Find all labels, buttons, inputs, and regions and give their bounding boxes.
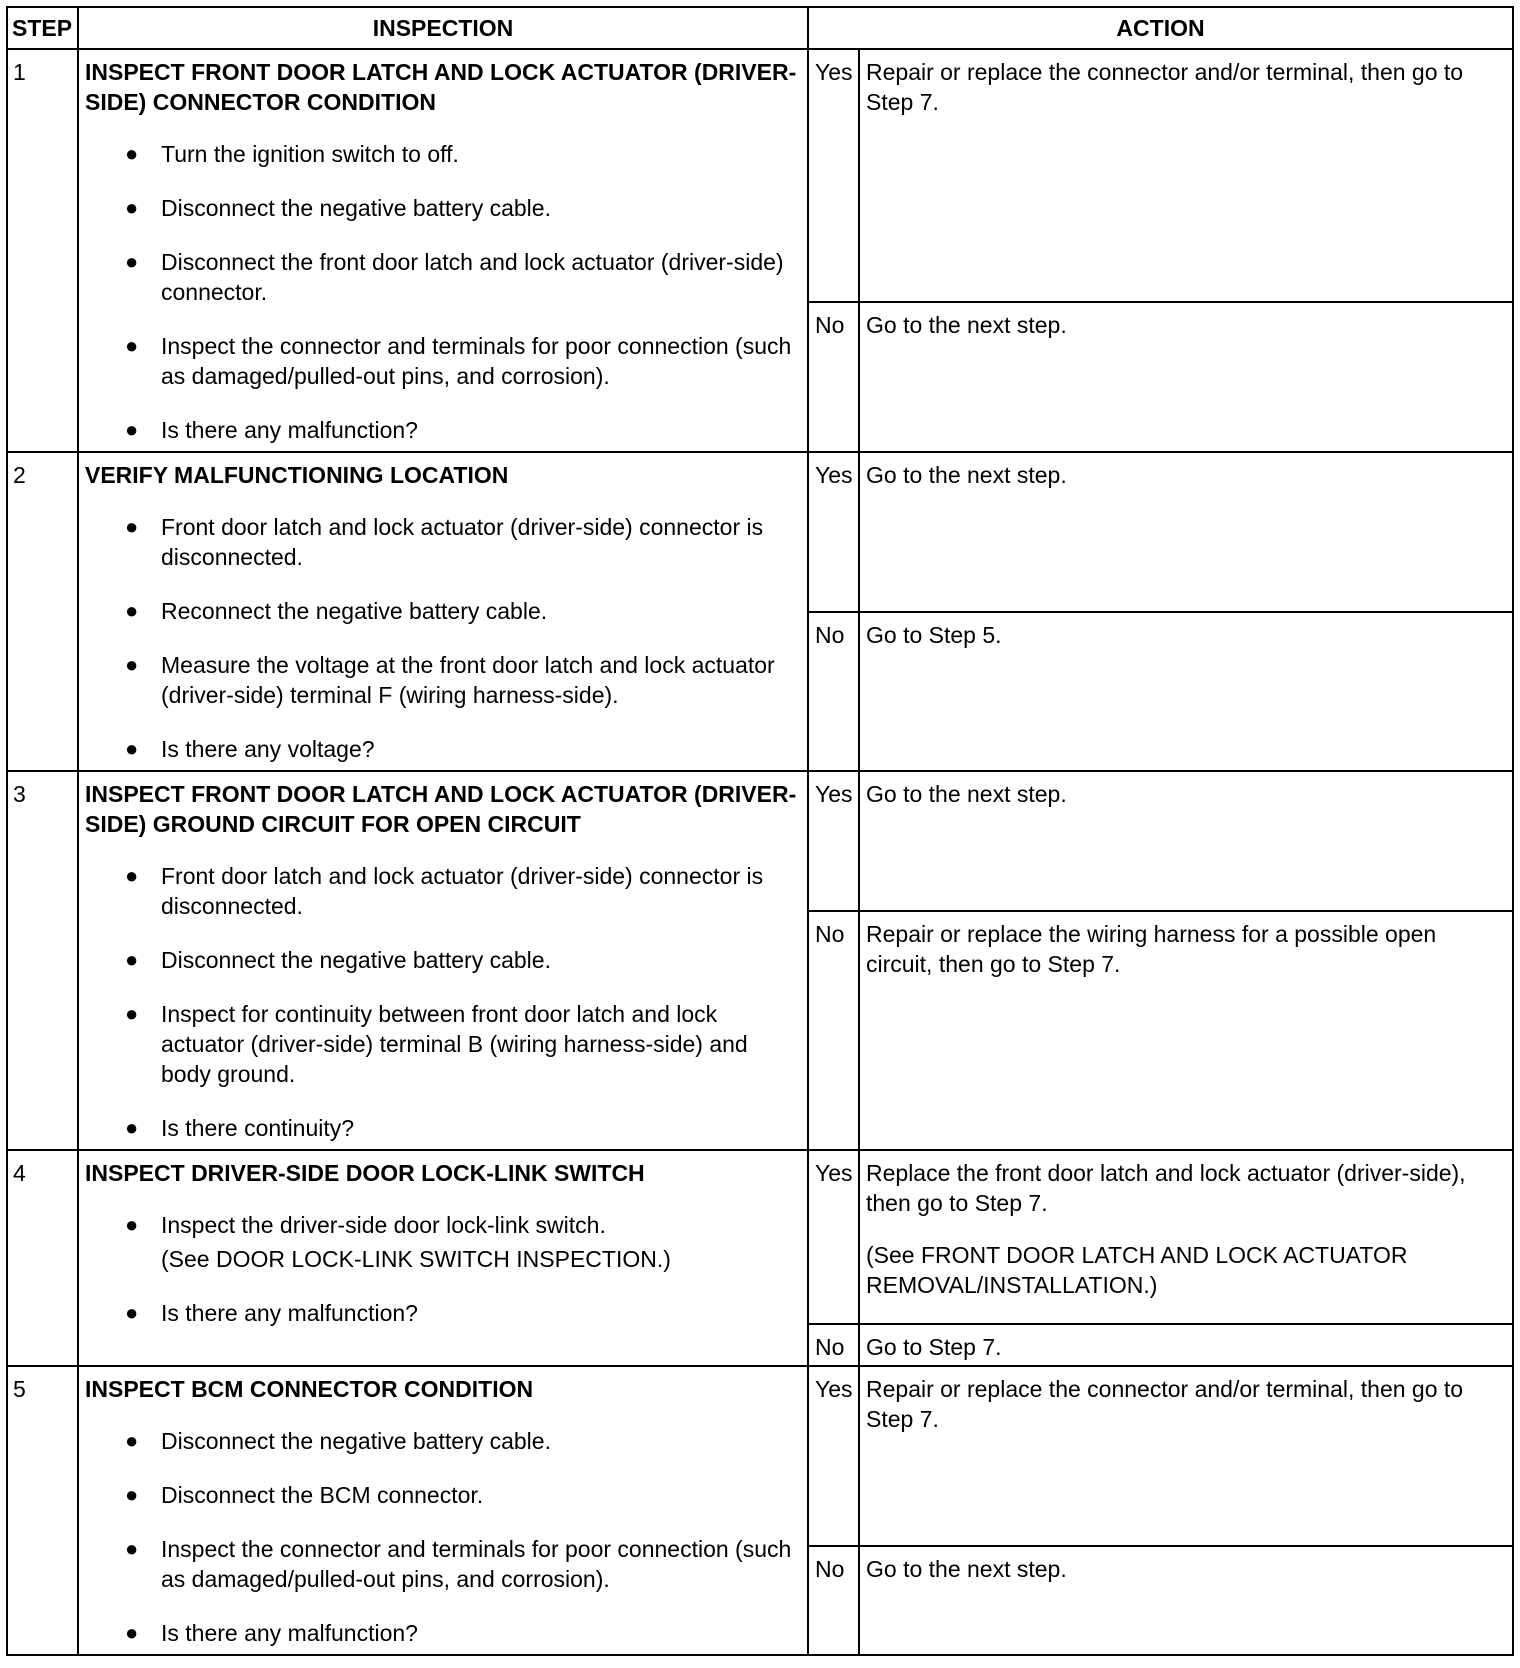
step-number: 3: [7, 771, 78, 1150]
no-action: [859, 1546, 1513, 1655]
inspection-cell: [78, 771, 808, 1150]
inspection-item: ● Turn the ignition switch to off.: [125, 139, 801, 169]
inspection-list: [85, 861, 801, 1143]
inspection-item: ● Inspect the connector and terminals for poor connection (such as damaged/pulled-out pins, and corrosion).: [125, 1534, 801, 1594]
step-number: 2: [7, 452, 78, 771]
inspection-list: [85, 1298, 801, 1328]
no-action: [859, 302, 1513, 452]
inspection-item: ● Disconnect the front door latch and lock actuator (driver-side) connector.: [125, 247, 801, 307]
no-action: [859, 1324, 1513, 1366]
yes-label: Yes: [808, 452, 859, 611]
action-text: Go to the next step.: [866, 312, 1067, 339]
inspection-list: [85, 512, 801, 764]
action-text: Repair or replace the connector and/or terminal, then go to Step 7.: [866, 59, 1464, 115]
inspection-cell: [78, 49, 808, 452]
yes-label: Yes: [808, 49, 859, 302]
step-title: INSPECT DRIVER-SIDE DOOR LOCK-LINK SWITCH: [85, 1160, 645, 1187]
step-number: 1: [7, 49, 78, 452]
step-number: 5: [7, 1366, 78, 1655]
step-title: INSPECT BCM CONNECTOR CONDITION: [85, 1376, 534, 1403]
yes-action: [859, 1366, 1513, 1546]
inspection-cell: [78, 452, 808, 771]
inspection-column-header: INSPECTION: [78, 7, 808, 49]
action-text: Go to Step 7.: [866, 1334, 1002, 1361]
yes-action: [859, 49, 1513, 302]
inspection-list: [85, 1210, 801, 1240]
inspection-list: [85, 139, 801, 445]
inspection-item: ● Disconnect the negative battery cable.: [125, 193, 801, 223]
step-4-yes-row: [7, 1150, 1513, 1324]
no-action: [859, 911, 1513, 1150]
inspection-item: ● Inspect the driver-side door lock-link switch.: [125, 1210, 801, 1240]
no-label: No: [808, 1324, 859, 1366]
step-5-yes-row: [7, 1366, 1513, 1546]
step-3-yes-row: [7, 771, 1513, 911]
step-2-yes-row: [7, 452, 1513, 611]
action-column-header: ACTION: [808, 7, 1513, 49]
inspection-item: ● Inspect the connector and terminals for poor connection (such as damaged/pulled-out pins, and corrosion).: [125, 331, 801, 391]
inspection-cell: [78, 1366, 808, 1655]
step-column-header: STEP: [7, 7, 78, 49]
step-title: INSPECT FRONT DOOR LATCH AND LOCK ACTUATOR (DRIVER-SIDE) CONNECTOR CONDITION: [85, 59, 797, 115]
action-text: Go to the next step.: [866, 462, 1067, 489]
no-label: No: [808, 1546, 859, 1655]
inspection-item: ● Is there any voltage?: [125, 734, 801, 764]
step-title: VERIFY MALFUNCTIONING LOCATION: [85, 462, 509, 489]
inspection-item: ● Reconnect the negative battery cable.: [125, 596, 801, 626]
action-text: Go to Step 5.: [866, 621, 1002, 648]
inspection-item: ● Inspect for continuity between front door latch and lock actuator (driver-side) terminal B (wiring harness-side) and body ground.: [125, 999, 801, 1089]
yes-action: [859, 452, 1513, 611]
inspection-item: ● Is there any malfunction?: [125, 1618, 801, 1648]
yes-label: Yes: [808, 1150, 859, 1324]
yes-action: [859, 1150, 1513, 1324]
action-text: Go to the next step.: [866, 1556, 1067, 1583]
inspection-item: ● Front door latch and lock actuator (driver-side) connector is disconnected.: [125, 861, 801, 921]
action-text: Repair or replace the wiring harness for a possible open circuit, then go to Step 7.: [866, 921, 1437, 978]
action-text: Repair or replace the connector and/or terminal, then go to Step 7.: [866, 1376, 1464, 1433]
action-text: Replace the front door latch and lock actuator (driver-side), then go to Step 7.: [866, 1160, 1466, 1217]
inspection-item: ● Is there any malfunction?: [125, 415, 801, 445]
no-label: No: [808, 911, 859, 1150]
yes-action: [859, 771, 1513, 911]
header-row: [7, 7, 1513, 49]
inspection-item: ● Disconnect the negative battery cable.: [125, 945, 801, 975]
no-label: No: [808, 302, 859, 452]
no-action: [859, 612, 1513, 771]
inspection-item: ● Is there any malfunction?: [125, 1298, 801, 1328]
step-1-yes-row: [7, 49, 1513, 302]
inspection-item: ● Disconnect the negative battery cable.: [125, 1426, 801, 1456]
diagnostic-table: [6, 6, 1514, 1656]
inspection-item: ● Measure the voltage at the front door latch and lock actuator (driver-side) terminal F (wiring harness-side).: [125, 650, 801, 710]
no-label: No: [808, 612, 859, 771]
inspection-item: ● Disconnect the BCM connector.: [125, 1480, 801, 1510]
inspection-list: [85, 1426, 801, 1648]
yes-label: Yes: [808, 1366, 859, 1546]
inspection-item: ● Is there continuity?: [125, 1113, 801, 1143]
action-reference: (See FRONT DOOR LATCH AND LOCK ACTUATOR REMOVAL/INSTALLATION.): [866, 1242, 1408, 1299]
inspection-cell: [78, 1150, 808, 1366]
step-title: INSPECT FRONT DOOR LATCH AND LOCK ACTUATOR (DRIVER-SIDE) GROUND CIRCUIT FOR OPEN CIRCUIT: [85, 781, 797, 838]
inspection-item: ● Front door latch and lock actuator (driver-side) connector is disconnected.: [125, 512, 801, 572]
step-number: 4: [7, 1150, 78, 1366]
action-text: Go to the next step.: [866, 781, 1067, 808]
reference-note: (See DOOR LOCK-LINK SWITCH INSPECTION.): [161, 1246, 671, 1273]
yes-label: Yes: [808, 771, 859, 911]
